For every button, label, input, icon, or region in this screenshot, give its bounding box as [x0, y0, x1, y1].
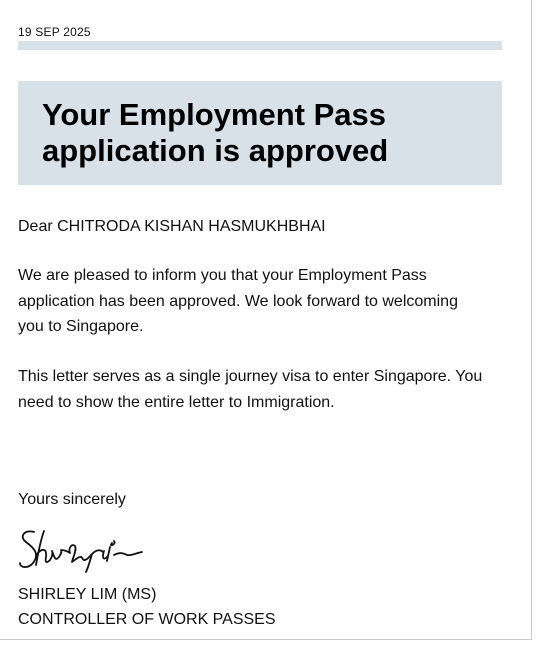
signer-name: SHIRLEY LIM (MS)	[18, 586, 157, 603]
visa-paragraph: This letter serves as a single journey visa to enter Singapore. You need to show the entire letter to Immigration.	[18, 368, 483, 411]
heading-line-2: application is approved	[42, 133, 389, 168]
letter-heading	[42, 97, 492, 169]
signer-title: CONTROLLER OF WORK PASSES	[18, 611, 276, 628]
header-rule	[18, 41, 502, 50]
handwritten-signature	[16, 523, 146, 573]
heading-banner	[18, 81, 502, 185]
heading-line-1: Your Employment Pass	[42, 97, 386, 132]
salutation: Dear CHITRODA KISHAN HASMUKHBHAI	[18, 218, 326, 235]
letter-date: 19 SEP 2025	[18, 25, 91, 39]
closing: Yours sincerely	[18, 491, 126, 508]
approval-paragraph: We are pleased to inform you that your Employment Pass application has been approved. We look forward to welcoming you to Singapore.	[18, 267, 458, 335]
